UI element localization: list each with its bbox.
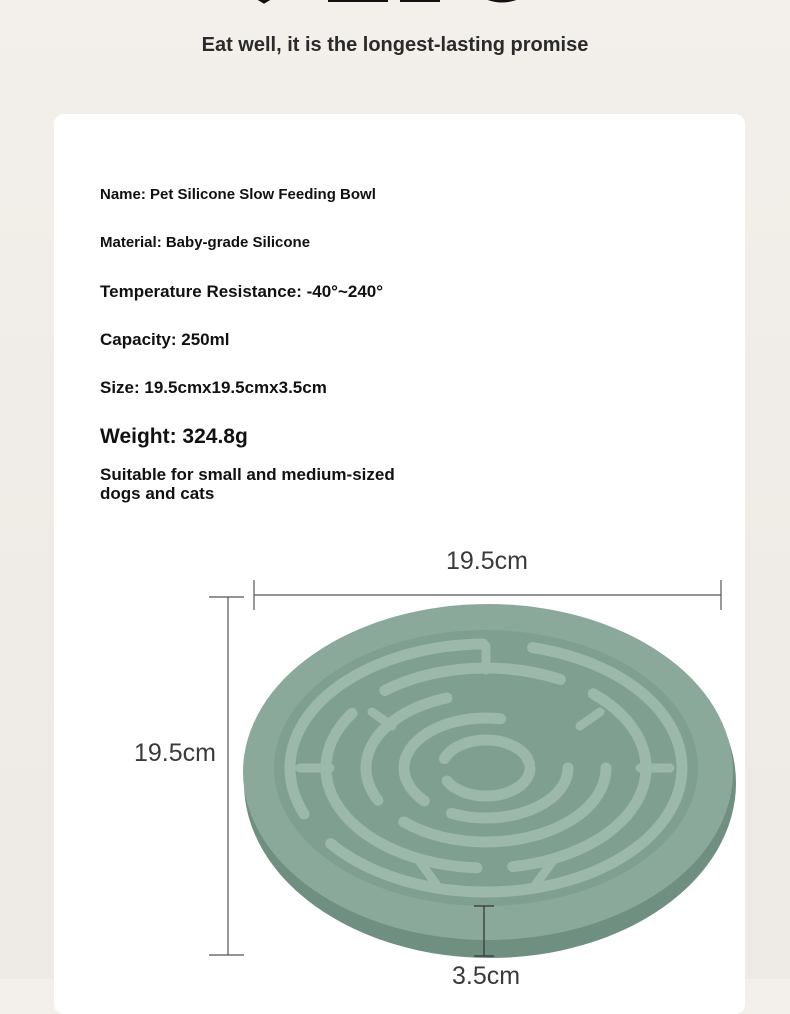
spec-material: Material: Baby-grade Silicone: [100, 234, 311, 251]
depth-dimension-line: [209, 597, 244, 955]
spec-weight: Weight: 324.8g: [100, 425, 248, 448]
spec-name: Name: Pet Silicone Slow Feeding Bowl: [100, 186, 376, 203]
spec-temperature: Temperature Resistance: -40°~240°: [100, 282, 384, 301]
spec-suitable: Suitable for small and medium-sized dogs and cats: [100, 465, 395, 503]
slow-feeder-bowl-image: [243, 604, 736, 958]
width-label: 19.5cm: [446, 547, 528, 575]
spec-size: Size: 19.5cmx19.5cmx3.5cm: [100, 378, 327, 397]
tagline: Eat well, it is the longest-lasting promise: [201, 34, 589, 56]
height-label: 3.5cm: [452, 962, 521, 990]
spec-capacity: Capacity: 250ml: [100, 330, 230, 349]
depth-label: 19.5cm: [134, 739, 216, 767]
